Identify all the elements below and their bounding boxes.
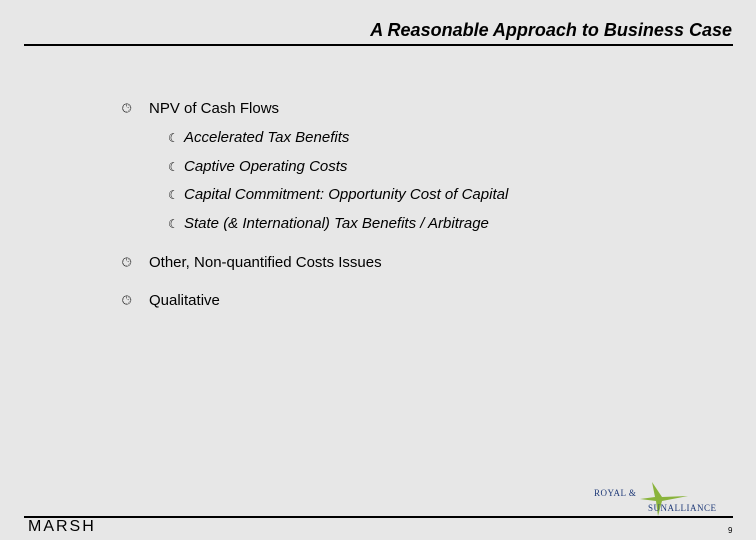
logo-line2: SUNALLIANCE xyxy=(648,503,717,513)
moon-icon: ☾ xyxy=(168,159,179,174)
bullet-text: Qualitative xyxy=(149,292,220,309)
bullet-item xyxy=(122,254,382,271)
sub-bullet-item xyxy=(168,186,508,203)
logo-line1: ROYAL & xyxy=(594,488,637,498)
bullet-item xyxy=(122,292,220,309)
moon-icon: ☾ xyxy=(168,216,179,231)
clock-icon: 🕒︎ xyxy=(122,101,132,115)
sub-bullet-item xyxy=(168,215,489,232)
sub-bullet-text: Accelerated Tax Benefits xyxy=(184,129,350,146)
bullet-item xyxy=(122,100,279,117)
brand-wordmark: MARSH xyxy=(28,518,96,535)
moon-icon: ☾ xyxy=(168,130,179,145)
slide-title: A Reasonable Approach to Business Case xyxy=(370,20,732,40)
moon-icon: ☾ xyxy=(168,187,179,202)
bullet-text: NPV of Cash Flows xyxy=(149,100,280,117)
title-rule xyxy=(24,44,733,46)
sub-bullet-item xyxy=(168,129,349,146)
bullet-text: Other, Non-quantified Costs Issues xyxy=(149,254,382,271)
royal-sunalliance-logo xyxy=(592,482,732,516)
page-number: 9 xyxy=(728,526,733,535)
clock-icon: 🕒︎ xyxy=(122,293,132,307)
sub-bullet-text: Captive Operating Costs xyxy=(184,158,348,175)
sub-bullet-item xyxy=(168,158,347,175)
clock-icon: 🕒︎ xyxy=(122,255,132,269)
sub-bullet-text: Capital Commitment: Opportunity Cost of Capital xyxy=(184,186,509,203)
sub-bullet-text: State (& International) Tax Benefits / Arbitrage xyxy=(184,215,489,232)
footer-rule xyxy=(24,516,733,518)
